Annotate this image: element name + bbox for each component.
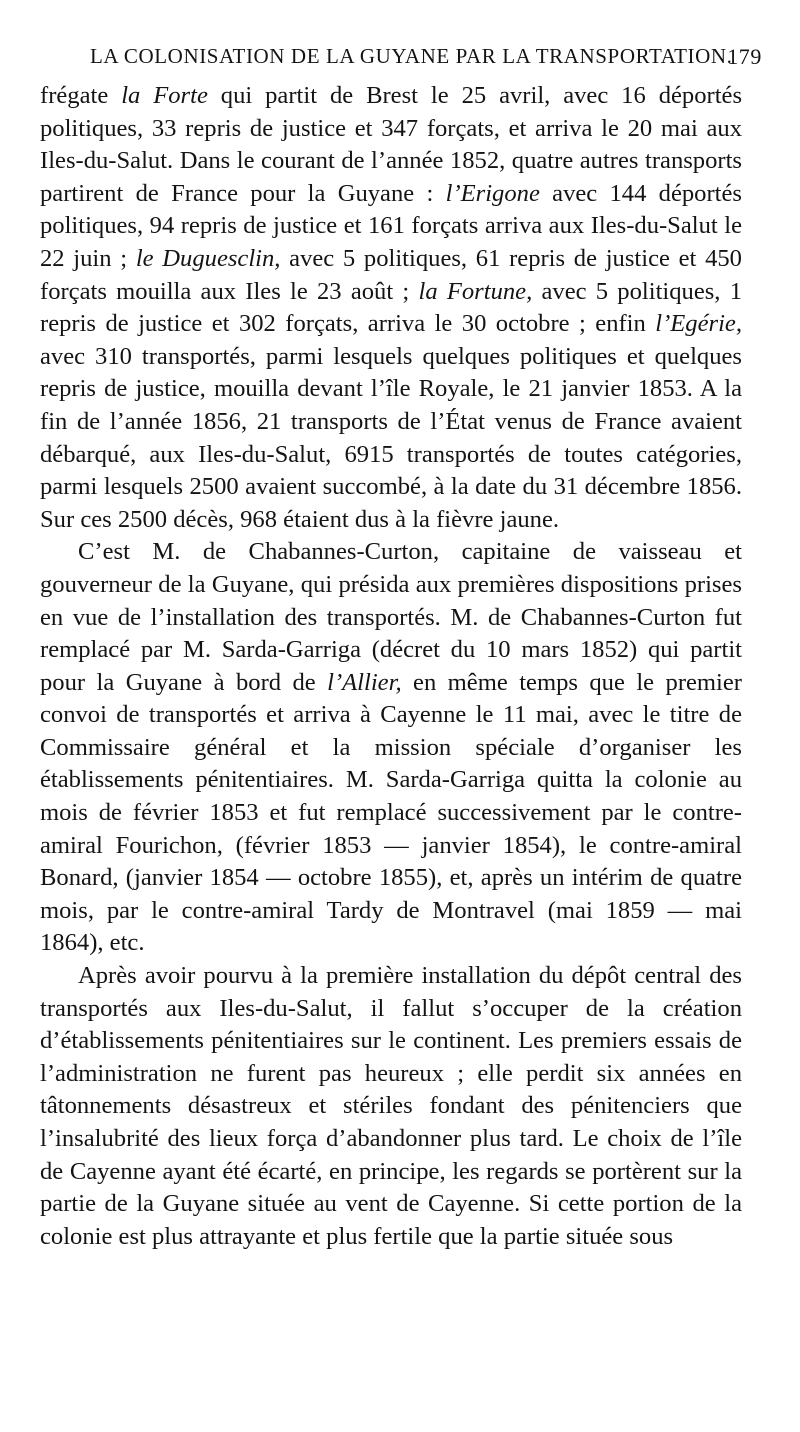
text-run: frégate bbox=[40, 82, 122, 109]
text-run: Après avoir pourvu à la première installation du dépôt central des transportés aux Iles-du-Salut, il fallut s’occuper de la création d’établissements pénitentiaires sur le continent. Les premiers essais de l’administration ne furent pas heureux ; elle perdit six années en tâtonnements désastreux et stériles fondant des pénitenciers que l’insalubrité des lieux força d’abandonner plus tard. Le choix de l’île de Cayenne ayant été écarté, en principe, les regards se portèrent sur la partie de la Guyane située au vent de Cayenne. Si cette portion de la colonie est plus attrayante et plus fertile que la partie située sous bbox=[40, 962, 742, 1250]
ship-name: le Duguesclin, bbox=[135, 244, 281, 272]
paragraph bbox=[40, 536, 742, 960]
ship-name: la Fortune, bbox=[418, 277, 533, 305]
running-head bbox=[40, 40, 762, 80]
text-run: avec 5 politiques, 61 repris de justice et 450 forçats mouilla aux Iles le 23 août ; bbox=[40, 244, 742, 305]
paragraph bbox=[40, 80, 742, 536]
ship-name: l’Erigone bbox=[445, 179, 540, 207]
text-run: avec 144 déportés politiques, 94 repris de justice et 161 forçats arriva aux Iles-du-Salut le 22 juin ; bbox=[40, 179, 742, 272]
text-run: avec 5 politiques, 1 repris de justice et 302 forçats, arriva le 30 octobre ; enfin bbox=[40, 277, 742, 338]
text-run: en même temps que le premier convoi de transportés et arriva à Cayenne le 11 mai, avec le titre de Commissaire général et la mission spéciale d’organiser les établissements pénitentiaires. M. Sarda-Garriga quitta la colonie au mois de février 1853 et fut remplacé successivement par le contre-amiral Fourichon, (février 1853 — janvier 1854), le contre-amiral Bonard, (janvier 1854 — octobre 1855), et, après un intérim de quatre mois, par le contre-amiral Tardy de Montravel (mai 1859 — mai 1864), etc. bbox=[40, 668, 742, 957]
ship-name: l’Allier, bbox=[327, 668, 402, 696]
paragraph bbox=[40, 960, 742, 1253]
running-title: LA COLONISATION DE LA GUYANE PAR LA TRANSPORTATION. bbox=[90, 44, 733, 68]
ship-name: l’Egérie, bbox=[655, 310, 742, 338]
body-text bbox=[40, 80, 742, 1253]
text-run: C’est M. de Chabannes-Curton, capitaine de vaisseau et gouverneur de la Guyane, qui présida aux premières dispositions prises en vue de l’installation des transportés. M. de Chabannes-Curton fut remplacé par M. Sarda-Garriga (décret du 10 mars 1852) qui partit pour la Guyane à bord de bbox=[40, 538, 742, 696]
text-run: avec 310 transportés, parmi lesquels quelques politiques et quelques repris de justice, mouilla devant l’île Royale, le 21 janvier 1853. A la fin de l’année 1856, 21 transports de l’État venus de France avaient débarqué, aux Iles-du-Salut, 6915 transportés de toutes catégories, parmi lesquels 2500 avaient succombé, à la date du 31 décembre 1856. Sur ces 2500 décès, 968 étaient dus à la fièvre jaune. bbox=[40, 342, 742, 533]
ship-name: la Forte bbox=[121, 82, 208, 109]
page-number: 179 bbox=[727, 44, 762, 69]
text-run: qui partit de Brest le 25 avril, avec 16 déportés politiques, 33 repris de justice et 347 forçats, et arriva le 20 mai aux Iles-du-Salut. Dans le courant de l’année 1852, quatre autres transports partirent de France pour la Guyane : bbox=[40, 82, 743, 207]
book-page bbox=[40, 40, 762, 1253]
